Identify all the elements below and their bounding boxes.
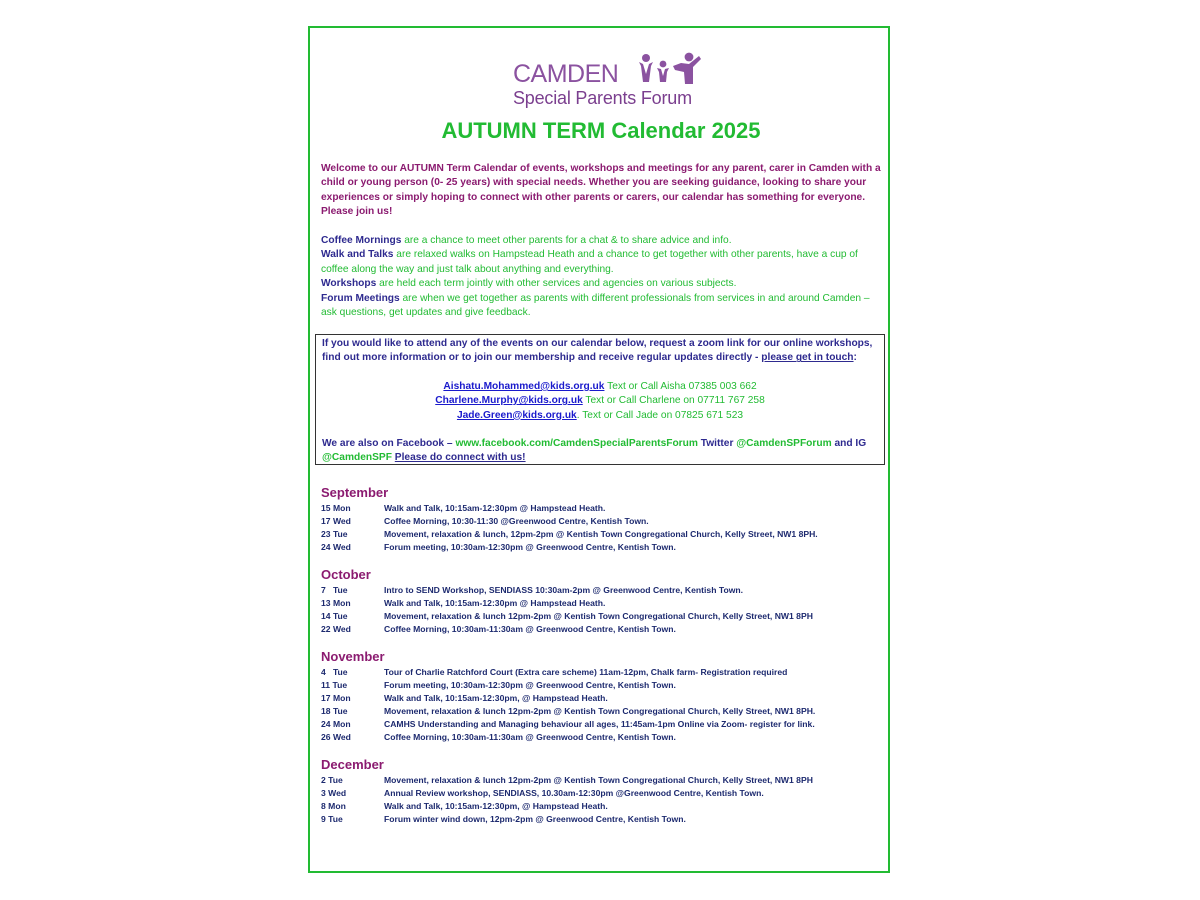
family-figures-icon bbox=[637, 52, 703, 88]
month-heading: November bbox=[321, 649, 385, 664]
logo-subtitle-text: Special Parents Forum bbox=[513, 88, 692, 108]
camden-spf-logo bbox=[513, 50, 713, 112]
event-row: 8 Mon Walk and Talk, 10:15am-12:30pm, @ Hampstead Heath. bbox=[321, 801, 608, 811]
event-row: 24 Mon CAMHS Understanding and Managing behaviour all ages, 11:45am-1pm Online via Zoom- register for link. bbox=[321, 719, 815, 729]
event-row: 15 Mon Walk and Talk, 10:15am-12:30pm @ Hampstead Heath. bbox=[321, 503, 606, 513]
month-heading: October bbox=[321, 567, 371, 582]
contact-lead-text: If you would like to attend any of the events on our calendar below, request a zoom link for our online workshops, find out more information or to join our membership and receive regular updates directly - please get in touch: bbox=[322, 338, 873, 364]
month-heading: December bbox=[321, 757, 384, 772]
month-november bbox=[321, 648, 886, 744]
event-row: 22 Wed Coffee Morning, 10:30am-11:30am @ Greenwood Centre, Kentish Town. bbox=[321, 624, 676, 634]
event-row: 18 Tue Movement, relaxation & lunch 12pm-2pm @ Kentish Town Congregational Church, Kelly Street, NW1 8PH. bbox=[321, 706, 816, 716]
event-row: 17 Mon Walk and Talk, 10:15am-12:30pm, @ Hampstead Heath. bbox=[321, 693, 608, 703]
event-row: 9 Tue Forum winter wind down, 12pm-2pm @ Greenwood Centre, Kentish Town. bbox=[321, 814, 686, 824]
event-row: 23 Tue Movement, relaxation & lunch, 12pm-2pm @ Kentish Town Congregational Church, Kelly Street, NW1 8PH. bbox=[321, 529, 818, 539]
instagram-handle[interactable]: @CamdenSPF bbox=[322, 452, 392, 464]
event-row: 2 Tue Movement, relaxation & lunch 12pm-2pm @ Kentish Town Congregational Church, Kelly Street, NW1 8PH bbox=[321, 775, 813, 785]
event-row: 7 Tue Intro to SEND Workshop, SENDIASS 10:30am-2pm @ Greenwood Centre, Kentish Town. bbox=[321, 585, 744, 595]
event-type-definitions bbox=[321, 234, 881, 320]
event-row: 14 Tue Movement, relaxation & lunch 12pm-2pm @ Kentish Town Congregational Church, Kelly Street, NW1 8PH bbox=[321, 611, 813, 621]
facebook-link[interactable]: www.facebook.com/CamdenSpecialParentsForum bbox=[455, 438, 698, 450]
event-row: 24 Wed Forum meeting, 10:30am-12:30pm @ Greenwood Centre, Kentish Town. bbox=[321, 542, 676, 552]
month-december bbox=[321, 756, 886, 826]
contact-charlene: Charlene.Murphy@kids.org.uk Text or Call Charlene on 07711 767 258 bbox=[435, 395, 765, 407]
email-link-jade[interactable]: Jade.Green@kids.org.uk bbox=[456, 409, 577, 421]
contact-jade: Jade.Green@kids.org.uk. Text or Call Jade on 07825 671 523 bbox=[456, 409, 744, 421]
social-media-line: We are also on Facebook – www.facebook.com/CamdenSpecialParentsForum Twitter @CamdenSPForum and IG @CamdenSPF Please do connect with us! bbox=[322, 438, 867, 464]
twitter-handle[interactable]: @CamdenSPForum bbox=[736, 438, 832, 450]
email-link-charlene[interactable]: Charlene.Murphy@kids.org.uk bbox=[435, 395, 583, 407]
event-row: 3 Wed Annual Review workshop, SENDIASS, 10.30am-12:30pm @Greenwood Centre, Kentish Town. bbox=[321, 788, 764, 798]
definition-workshops: Workshops are held each term jointly with other services and agencies on various subjects. bbox=[321, 278, 737, 290]
definition-walk-and-talks: Walk and Talks are relaxed walks on Hampstead Heath and a chance to get together with other parents, have a cup of coffee along the way and just talk about anything and everything. bbox=[321, 249, 858, 275]
intro-paragraph: Welcome to our AUTUMN Term Calendar of events, workshops and meetings for any parent, carer in Camden with a child or young person (0- 25 years) with special needs. Whether you are seeking guidance, looking to share your experiences or simply hoping to connect with other parents or carers, our calendar has something for everyone. Please join us! bbox=[321, 163, 881, 218]
contact-box bbox=[315, 334, 885, 465]
contact-aisha: Aishatu.Mohammed@kids.org.uk Text or Call Aisha 07385 003 662 bbox=[443, 380, 757, 392]
definition-forum-meetings: Forum Meetings are when we get together as parents with different professionals from services in and around Camden – ask questions, get updates and give feedback. bbox=[321, 292, 870, 319]
logo-camden-text: CAMDEN bbox=[513, 60, 619, 88]
event-row: 13 Mon Walk and Talk, 10:15am-12:30pm @ Hampstead Heath. bbox=[321, 598, 606, 608]
event-calendar bbox=[321, 484, 886, 838]
page-title: AUTUMN TERM Calendar 2025 bbox=[441, 118, 761, 143]
contact-list bbox=[322, 380, 878, 423]
get-in-touch-link[interactable]: please get in touch bbox=[761, 352, 854, 364]
event-row: 26 Wed Coffee Morning, 10:30am-11:30am @ Greenwood Centre, Kentish Town. bbox=[321, 732, 676, 742]
event-row: 4 Tue Tour of Charlie Ratchford Court (Extra care scheme) 11am-12pm, Chalk farm- Registration required bbox=[321, 667, 788, 677]
month-september bbox=[321, 484, 886, 554]
event-row: 17 Wed Coffee Morning, 10:30-11:30 @Greenwood Centre, Kentish Town. bbox=[321, 516, 649, 526]
email-link-aisha[interactable]: Aishatu.Mohammed@kids.org.uk bbox=[443, 380, 605, 392]
month-october bbox=[321, 566, 886, 636]
connect-link[interactable]: Please do connect with us! bbox=[394, 452, 526, 464]
event-row: 11 Tue Forum meeting, 10:30am-12:30pm @ Greenwood Centre, Kentish Town. bbox=[321, 680, 676, 690]
calendar-page bbox=[308, 26, 890, 873]
definition-coffee-mornings: Coffee Mornings are a chance to meet other parents for a chat & to share advice and info. bbox=[321, 235, 732, 246]
month-heading: September bbox=[321, 485, 389, 500]
